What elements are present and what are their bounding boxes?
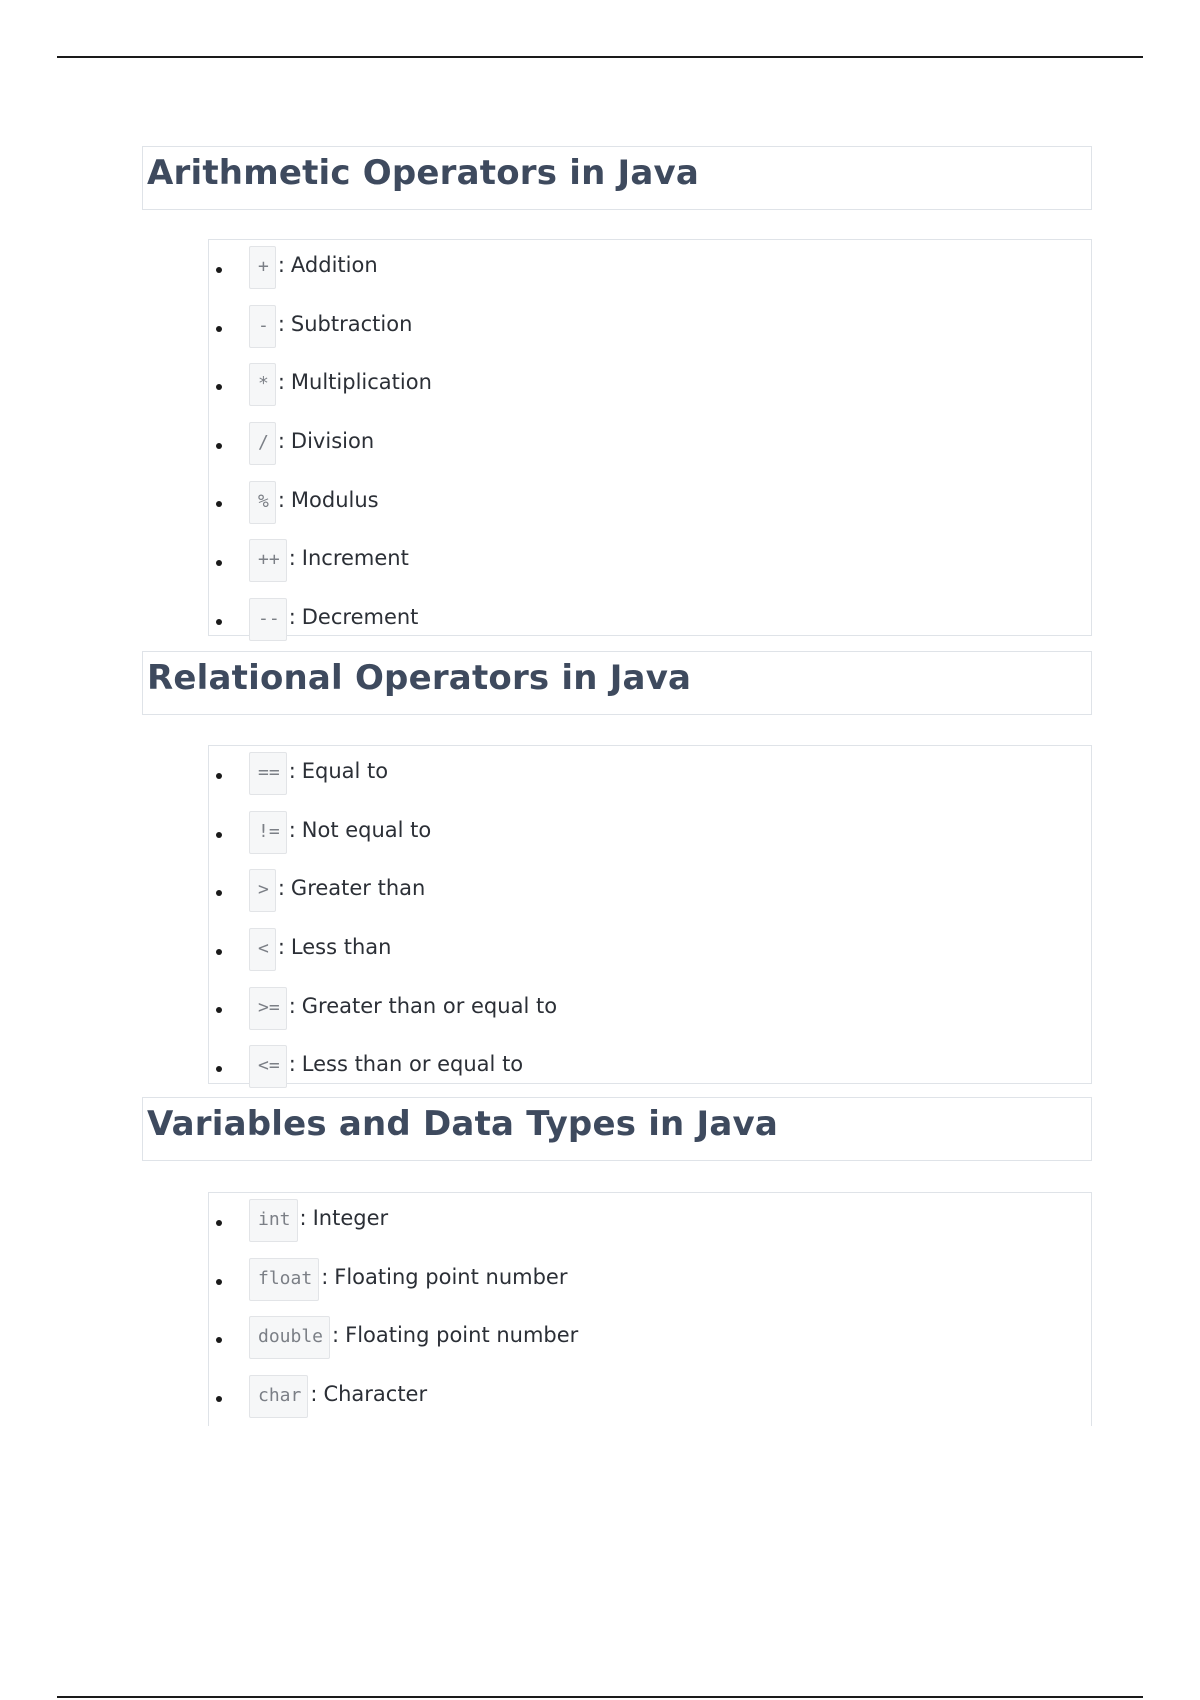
operator-description: Less than or equal to <box>301 1052 524 1077</box>
data-type-list <box>208 1192 1092 1426</box>
operator-description: Addition <box>290 253 378 278</box>
list-item <box>209 1367 1091 1426</box>
list-item <box>209 414 1091 473</box>
list-item <box>209 297 1091 356</box>
type-description: Character <box>323 1382 428 1407</box>
section-heading-arithmetic <box>142 146 1092 210</box>
operator-description: Multiplication <box>290 370 432 395</box>
list-item <box>209 1191 1091 1250</box>
operator-code: > <box>249 869 276 912</box>
arithmetic-operator-list <box>208 239 1092 636</box>
operator-code: % <box>249 481 276 524</box>
separator: : <box>277 429 285 454</box>
operator-code: - <box>249 305 276 348</box>
top-rule <box>57 56 1143 58</box>
type-code: float <box>249 1258 319 1301</box>
list-item <box>209 920 1091 979</box>
section-title: Variables and Data Types in Java <box>147 1104 779 1144</box>
operator-description: Equal to <box>301 759 389 784</box>
operator-code: != <box>249 811 287 854</box>
separator: : <box>277 487 285 512</box>
separator: : <box>310 1382 318 1407</box>
operator-code: <= <box>249 1045 287 1088</box>
type-code: int <box>249 1199 298 1242</box>
type-description: Floating point number <box>334 1264 568 1289</box>
section-heading-data-types <box>142 1097 1092 1161</box>
list-item <box>209 1308 1091 1367</box>
type-description: Integer <box>312 1206 389 1231</box>
section-title: Relational Operators in Java <box>147 658 692 698</box>
list-item <box>209 861 1091 920</box>
type-code: char <box>249 1375 308 1418</box>
type-code: double <box>249 1316 330 1359</box>
type-description: Floating point number <box>345 1323 579 1348</box>
list-item <box>209 472 1091 531</box>
separator: : <box>277 253 285 278</box>
operator-code: / <box>249 422 276 465</box>
separator: : <box>288 546 296 571</box>
list-item <box>209 531 1091 590</box>
separator: : <box>277 935 285 960</box>
operator-description: Subtraction <box>290 311 413 336</box>
separator: : <box>288 993 296 1018</box>
list-item <box>209 744 1091 803</box>
separator: : <box>299 1206 307 1231</box>
operator-code: + <box>249 246 276 289</box>
separator: : <box>277 876 285 901</box>
list-item <box>209 1037 1091 1096</box>
operator-code: >= <box>249 987 287 1030</box>
operator-code: == <box>249 752 287 795</box>
operator-description: Decrement <box>301 604 419 629</box>
relational-operator-list <box>208 745 1092 1084</box>
operator-code: < <box>249 928 276 971</box>
list-item <box>209 238 1091 297</box>
separator: : <box>288 759 296 784</box>
operator-description: Modulus <box>290 487 379 512</box>
operator-description: Increment <box>301 546 409 571</box>
operator-code: * <box>249 363 276 406</box>
operator-code: -- <box>249 598 287 641</box>
list-item <box>209 590 1091 649</box>
separator: : <box>332 1323 340 1348</box>
operator-description: Greater than <box>290 876 426 901</box>
list-item <box>209 1250 1091 1309</box>
operator-description: Less than <box>290 935 392 960</box>
section-heading-relational <box>142 651 1092 715</box>
section-title: Arithmetic Operators in Java <box>147 153 700 193</box>
list-item <box>209 355 1091 414</box>
separator: : <box>277 311 285 336</box>
separator: : <box>288 817 296 842</box>
list-item <box>209 978 1091 1037</box>
operator-description: Greater than or equal to <box>301 993 558 1018</box>
separator: : <box>288 604 296 629</box>
bottom-rule <box>57 1696 1143 1698</box>
list-item <box>209 803 1091 862</box>
operator-description: Not equal to <box>301 817 432 842</box>
operator-description: Division <box>290 429 375 454</box>
separator: : <box>321 1264 329 1289</box>
separator: : <box>277 370 285 395</box>
separator: : <box>288 1052 296 1077</box>
operator-code: ++ <box>249 539 287 582</box>
